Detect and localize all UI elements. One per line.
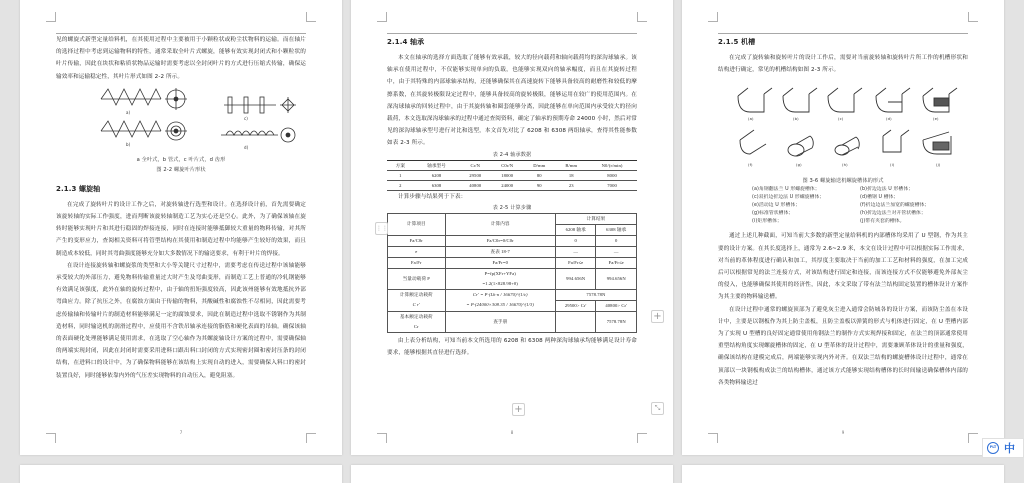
- margin-corner: [637, 12, 647, 22]
- table-header: 方案: [387, 160, 414, 170]
- bearing-data-table[interactable]: [387, 160, 637, 191]
- table-cell[interactable]: Fa/Fr=0: [445, 257, 555, 268]
- table-cell[interactable]: Fa/C0r=0/C0r: [445, 235, 555, 246]
- table-cell[interactable]: 查表 18-7: [445, 246, 555, 257]
- svg-text:(a): (a): [748, 116, 754, 122]
- table-header: 轴承型号: [414, 160, 460, 170]
- table-cell[interactable]: [555, 311, 596, 332]
- table-cell[interactable]: 6208: [414, 170, 460, 180]
- table-cell[interactable]: 查手册: [445, 311, 555, 332]
- section-heading[interactable]: 2.1.5 机槽: [718, 38, 756, 46]
- svg-text:(g): (g): [796, 162, 802, 168]
- paragraph[interactable]: 在设计连接旋转轴和螺旋浆的类型和大小等关键尺寸过程中，需要考虑在传送过程中该轴能够承受较大的外部压力，避免物料传输重量过大时产生及弯曲变形，而制造工艺上普通的冷轧钢能够有效满足该强度，此外在轴的旋转过程中，由于轴的扭矩强度较高，因此该州能够有效地抵抗外部弯曲应力。除了抗压之外，在腐蚀方面由于传输的物料，其酸碱性和腐蚀性不尽相同，因此需要考虑传输轴和传输叶片的制造材料能够满足一定的腐蚀要求，因此在制造过程中选取不锈钢作为其制造材料，同时输送机的润滑过程中，应使用不含铁吊轴承连接的脂筋和硬化表面的吊轴。确保该轴的表面硬化处理能够满足使用需求，在选取了空心轴作为其螺旋轴设计方案的过程中，需要确保轴的两端实现封闭，因此在封闭时需要采用进料口跟出料口封闭的方式实现密封圈和密封压条的封闭结构，在进料口的设计中，为了确保物料能够在该结构上实现自动的进入，需要确保入料口的密封装置良好，同时能够依靠内外的气压差实现物料的自动压入，避免阻塞。: [56, 262, 306, 379]
- table-resize-handle[interactable]: ⤡: [651, 402, 664, 415]
- page-number: 7: [179, 430, 183, 435]
- margin-corner: [306, 12, 316, 22]
- figure-caption: 图 2-2 螺旋叶片形状: [156, 166, 206, 173]
- table-header: N0/(r/min): [587, 160, 637, 170]
- margin-corner: [968, 12, 978, 22]
- formula-line: P=fp(XFr+YFa): [484, 270, 516, 276]
- screw-blade-diagram-icon: [56, 85, 306, 153]
- legend-item: (d)槽钢 U 槽体；: [860, 195, 899, 201]
- table-cell[interactable]: [445, 289, 555, 311]
- table-cell[interactable]: 0: [596, 235, 637, 246]
- table-cell[interactable]: 29500> Cr': [555, 300, 596, 311]
- svg-text:a): a): [126, 109, 131, 115]
- svg-text:(f): (f): [748, 162, 753, 168]
- paragraph[interactable]: 通过上述几种截面，可知当前大多数的新型定量给料机的内部槽体均采用了 U 型钢，作为其主要的设计方案。在其长度选择上，通常为 2.6~2.9 米，本文在设计过程中可以根据实际工作需求，对当前的革体程度进行确认和加工，其厚度主要取决于当前的加工工艺和材料的强度，在加工完成后可以根据常见的法兰连接方式，对该结构进行固定和连接，而该连接方式不仅能够避免外部灰尘的侵入，也能够确保其使用的经济性，因此，本文采取了带有法兰结构固定装置的槽体设计方案作为其主要的物料输送槽。: [718, 233, 968, 301]
- legend-item: (e)活动边 U 形槽体；: [752, 203, 801, 209]
- table-header: 6208 轴承: [555, 224, 596, 235]
- ime-toolbar[interactable]: [982, 438, 1024, 458]
- table-cell[interactable]: 7578.78N: [555, 289, 636, 300]
- cell-line: C r': [412, 302, 420, 308]
- table-cell[interactable]: 90: [523, 180, 555, 190]
- margin-corner: [46, 12, 56, 22]
- table-cell[interactable]: 7000: [587, 180, 637, 190]
- paragraph[interactable]: 在完成了旋转叶片的设计工作之后，对旋转轴进行选型和设计。在选择设计前，首先需要确定该旋转轴的实际工作强度，进而判断该旋转轴制造工艺为实心还是空心。此外，为了确保该轴在旋转时能够实现叶片和其进行稳固的焊接连接，同时在连接时能够抵御较大重量的物料传输，对其所产生的变形应力，查阅相关资料可将管型结构在其使用和制造过程中均能够产生较好的效果，而且制造成本较低，同时其弯曲强度能够充分如大多数情况下的输送要求，有利于叶片的焊接。: [56, 201, 306, 257]
- table-cell[interactable]: [445, 268, 555, 289]
- legend-item: (f)折边边法兰加宽的螺旋槽体；: [860, 203, 930, 209]
- document-page-next: [20, 465, 342, 483]
- table-cell[interactable]: 29500: [459, 170, 491, 180]
- svg-text:c): c): [244, 115, 248, 121]
- paragraph[interactable]: 在设计过程中通常的螺旋顶部为了避免灰尘进入通常会防城各的设计方案，而该防尘盖在本设计中，主要是以钢板作为其上防尘盖板，且防尘盖板以弹簧的形式与机体进行固定，在 U 型槽内部为了实现 U 型槽的良好固定通常使用角钢法兰的制作方式实现焊接和固定，在法兰的顶部通常使用重型结构角度实现螺旋槽体的固定，在 U 型革体的设计过程中，需要兼顾革体设计的重量和强度，确保该结构在建模完成后，两端能够实现内外对齐。在双法兰结构的螺旋槽体设计过程中，通常在顶部以一块钢板构成法兰的结构槽体，通过该方式能够实现结构槽体的长时间输送确保槽体内部的各类物料输送过: [718, 306, 968, 386]
- cell-line: 基本额定动载荷: [399, 313, 433, 319]
- table-cell[interactable]: 994.656N: [596, 268, 637, 289]
- table-row: [388, 311, 637, 332]
- formula-line: = P·(24000×308.35 / 16670)^(1/3): [466, 302, 535, 308]
- table-cell[interactable]: Fa/Fr≤e: [555, 257, 596, 268]
- calculation-steps-table[interactable]: [387, 213, 637, 333]
- document-page-9: [682, 0, 1004, 455]
- paragraph[interactable]: 计算步骤与结果列于下表：: [398, 193, 467, 200]
- table-cell[interactable]: 7578.78N: [596, 311, 637, 332]
- formula-line: =1.2(1×828.98+0): [482, 280, 518, 286]
- table-cell[interactable]: 40800: [459, 180, 491, 190]
- table-cell[interactable]: 40800> Cr': [596, 300, 637, 311]
- legend-item: (h)折边边法兰对开管状槽体；: [860, 211, 926, 217]
- ime-language-toggle[interactable]: 中: [1004, 442, 1015, 455]
- margin-corner: [708, 12, 718, 22]
- table-row: [388, 235, 637, 246]
- svg-text:(e): (e): [933, 116, 939, 122]
- table-cell[interactable]: 18: [555, 170, 587, 180]
- cell-line: 计算额定动载荷: [399, 292, 433, 298]
- table-row: [388, 289, 637, 300]
- svg-text:(c): (c): [838, 116, 844, 122]
- table-cell[interactable]: Fa/Fr: [388, 257, 446, 268]
- table-cell[interactable]: 23: [555, 180, 587, 190]
- svg-text:(b): (b): [793, 116, 799, 122]
- table-cell[interactable]: e: [388, 246, 446, 257]
- header-rule: [718, 33, 968, 34]
- section-heading[interactable]: 2.1.4 轴承: [387, 38, 425, 46]
- table-row: [388, 246, 637, 257]
- table-header: D/mm: [523, 160, 555, 170]
- svg-text:(i): (i): [890, 162, 895, 168]
- table-cell[interactable]: 6308: [414, 180, 460, 190]
- cell-line: Cr: [413, 323, 419, 329]
- table-row: [387, 170, 637, 180]
- table-header: Cr/N: [459, 160, 491, 170]
- table-caption: 表 2-5 计算步骤: [492, 204, 532, 211]
- table-cell[interactable]: [388, 289, 446, 311]
- table-cell[interactable]: [388, 311, 446, 332]
- figure-legend: [718, 186, 968, 226]
- page-number: 8: [510, 430, 514, 435]
- table-cell[interactable]: —: [596, 246, 637, 257]
- document-page-7: [20, 0, 342, 455]
- table-cell[interactable]: 994.656N: [555, 268, 596, 289]
- figure-subcaption: a 全叶式，b 管式，c 叶片式，d 齿形: [136, 156, 226, 163]
- table-cell[interactable]: —: [555, 246, 596, 257]
- header-rule: [387, 33, 637, 34]
- legend-item: (j)带有夹套的槽体。: [860, 219, 905, 225]
- table-header: B/mm: [555, 160, 587, 170]
- document-page-next: [351, 465, 673, 483]
- table-cell[interactable]: 8000: [587, 170, 637, 180]
- table-caption: 表 2-4 轴承数据: [492, 151, 532, 158]
- paragraph[interactable]: 本文在轴承的选择方面选取了能够有效承载，较大的径向载荷和轴向载荷均的深沟球轴承。该轴承在使用过程中，不仅能够实现单向的负载，也能够实现双向的轴承幅度，而且在其旋转过程中，由于其特殊的内部球轴承结构，还能够确保其在高速旋转下能够具备较高的耐磨性和较低的摩擦系数，在其旋转极限设定过程中，能够具备较高的旋转极限，能够运用在较广的使用范围内。在深沟球轴承的回转过程中，由于其旋转轴和圈套能够分离，因此能够在单向范围内承受较大的径向载荷，本文选取深沟球轴承的过程中通过查阅资料，确定了轴承的预期寿命 24000 小时，然后对常见的深沟球轴承型号进行对比和选型，本文首先对比了 6208 和 6308 两组轴承，查得其性能参数如表 2-3 所示。: [387, 55, 637, 147]
- svg-text:(d): (d): [886, 116, 892, 122]
- document-page-next: [682, 465, 1004, 483]
- paragraph[interactable]: 在完成了旋转轴和旋转叶片的设计工作后，需要对当前旋转轴和旋转叶片所工作的机槽形状和结构进行确定，常见的机槽结构如图 2-3 所示。: [718, 55, 968, 74]
- svg-text:b): b): [126, 141, 131, 147]
- table-cell[interactable]: 18000: [491, 170, 523, 180]
- table-header: C0r/N: [491, 160, 523, 170]
- table-row: [388, 268, 637, 289]
- table-cell[interactable]: 2: [387, 180, 414, 190]
- legend-item: (g)标准管状槽体；: [752, 211, 794, 217]
- margin-corner: [377, 12, 387, 22]
- screw-blade-figure: [56, 85, 306, 153]
- document-page-8: [351, 0, 673, 455]
- legend-item: (c)双折边折边法 U 形螺旋槽体；: [752, 195, 825, 201]
- table-cell[interactable]: 80: [523, 170, 555, 180]
- ime-logo-icon[interactable]: PLT: [987, 442, 999, 454]
- table-header: 计算内容: [445, 213, 555, 235]
- paragraph[interactable]: 由上表分析结构，可知当前本文所选用的 6208 和 6308 两种深沟球轴承均能够满足设计寿命要求，能够根据其直径进行选择。: [387, 337, 637, 357]
- table-header-row: [387, 160, 637, 170]
- table-cell[interactable]: Fa/C0r: [388, 235, 446, 246]
- section-heading[interactable]: 2.1.3 螺旋轴: [56, 184, 101, 193]
- paragraph[interactable]: 见的螺旋式新型定量给料机，在其使用过程中主要被用于小颗粒状或粉尘状物料的运输。而在轴片的选择过程中考虑到运输物料的特性，通常采取全叶片式螺旋，能够有效实现封闭式和小颗粒状的叶片传输，因此在块状和粘质状物品运输时需要考虑以全封闭叶片的方式进行压缩式传输，确保运输效率和运输稳定性，其叶片形式如图 2-2 所示。: [56, 37, 306, 80]
- table-header: 6308 轴承: [596, 224, 637, 235]
- legend-item: (i)矩形槽体；: [752, 219, 782, 225]
- formula-line: Cr' = P·(Lh·n / 16670)^(1/ε): [472, 292, 528, 298]
- add-row-button[interactable]: +: [512, 403, 525, 416]
- table-cell[interactable]: 1: [387, 170, 414, 180]
- svg-text:d): d): [244, 144, 249, 150]
- trough-types-figure: [718, 78, 968, 174]
- legend-item: (b)折边边法 U 形槽体；: [860, 187, 914, 193]
- table-header: 计算项目: [388, 213, 446, 235]
- table-cell[interactable]: 当量动载荷 P: [388, 268, 446, 289]
- table-cell[interactable]: 0: [555, 235, 596, 246]
- table-cell[interactable]: Fa/Fr≤e: [596, 257, 637, 268]
- table-cell[interactable]: 24000: [491, 180, 523, 190]
- table-row: [387, 180, 637, 190]
- legend-item: (a)角钢翻法兰 U 形螺旋槽体；: [752, 187, 820, 193]
- svg-text:(h): (h): [842, 162, 848, 168]
- add-column-button[interactable]: +: [651, 310, 664, 323]
- figure-caption: 图 3-6 螺旋输送机螺旋槽体的形式: [802, 178, 884, 185]
- page-number: 9: [841, 430, 845, 435]
- svg-text:(j): (j): [936, 162, 941, 168]
- table-move-handle[interactable]: ⋮⋮: [375, 222, 388, 235]
- table-row: [388, 257, 637, 268]
- trough-diagram-icon: [718, 78, 968, 174]
- table-header: 计算结果: [555, 213, 636, 224]
